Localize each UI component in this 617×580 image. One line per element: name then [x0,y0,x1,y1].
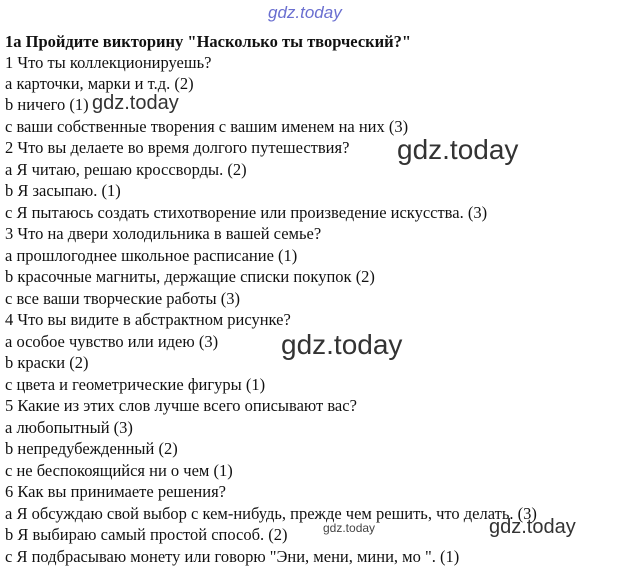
watermark-4: gdz.today [323,521,376,535]
answer-4a: a особое чувство или идею (3) [5,332,219,351]
answer-5b: b непредубежденный (2) [5,439,178,458]
question-2: 2 Что вы делаете во время долгого путешествия? [5,138,350,157]
answer-2b: b Я засыпаю. (1) [5,181,121,200]
answer-3b: b красочные магниты, держащие списки покупок (2) [5,267,375,286]
question-3: 3 Что на двери холодильника в вашей семье? [5,224,322,243]
answer-1c: c ваши собственные творения с вашим именем на них (3) [5,117,409,136]
watermark-2: gdz.today [397,134,519,165]
answer-1b: b ничего (1) [5,95,89,114]
watermark-1: gdz.today [92,92,179,114]
answer-3a: a прошлогоднее школьное расписание (1) [5,246,298,265]
answer-2c: c Я пытаюсь создать стихотворение или произведение искусства. (3) [5,203,488,222]
question-6: 6 Как вы принимаете решения? [5,482,227,501]
question-5: 5 Какие из этих слов лучше всего описывают вас? [5,396,357,415]
answer-6b: b Я выбираю самый простой способ. (2) [5,525,288,544]
answer-5a: a любопытный (3) [5,418,133,437]
watermark-3: gdz.today [281,329,403,360]
answer-4b: b краски (2) [5,353,89,372]
answer-6a: a Я обсуждаю свой выбор с кем-нибудь, прежде чем решить, что делать. (3) [5,504,537,523]
answer-2a: a Я читаю, решаю кроссворды. (2) [5,160,247,179]
question-1: 1 Что ты коллекционируешь? [5,53,212,72]
answer-4c: c цвета и геометрические фигуры (1) [5,375,266,394]
answer-3c: c все ваши творческие работы (3) [5,289,240,308]
quiz-title: 1a Пройдите викторину "Насколько ты творческий?" [5,32,412,51]
question-4: 4 Что вы видите в абстрактном рисунке? [5,310,291,329]
watermark-5: gdz.today [489,516,576,538]
answer-6c: c Я подбрасываю монету или говорю "Эни, мени, мини, мо ". (1) [5,547,460,566]
watermark-top: gdz.today [268,3,342,22]
answer-1a: a карточки, марки и т.д. (2) [5,74,194,93]
answer-5c: c не беспокоящийся ни о чем (1) [5,461,233,480]
